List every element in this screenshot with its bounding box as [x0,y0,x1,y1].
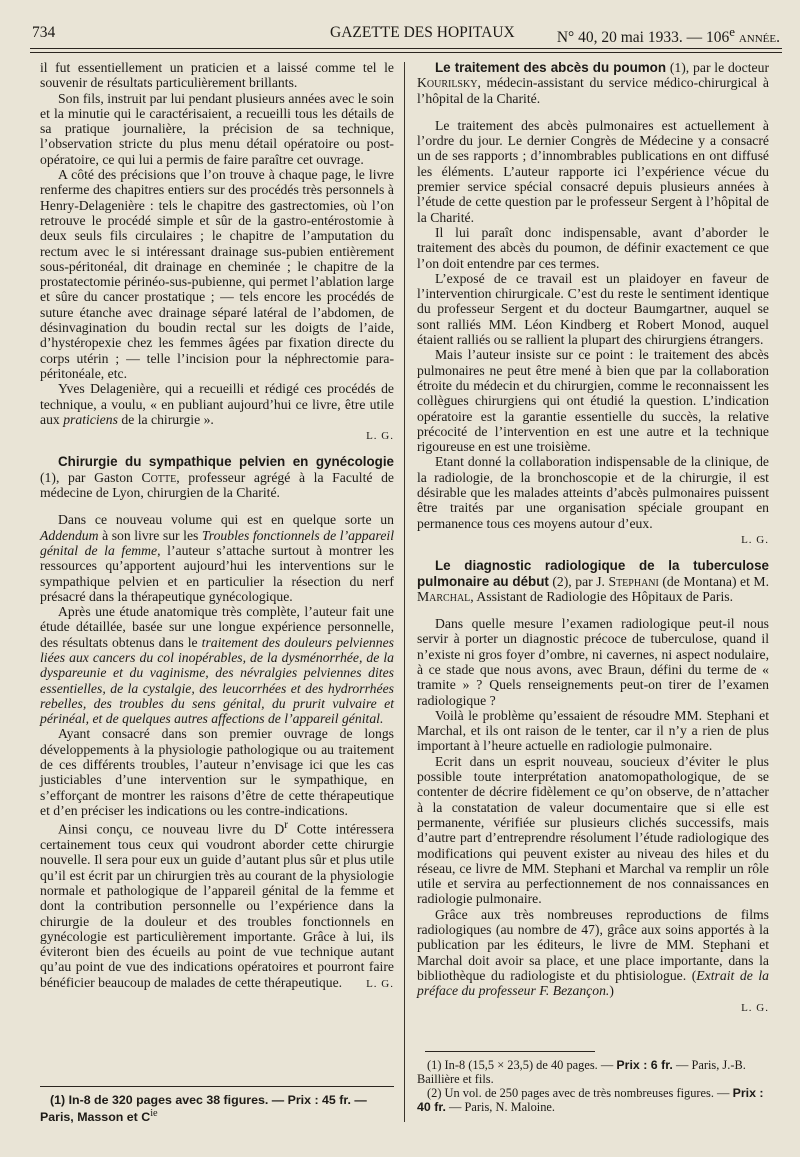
text-run: (de Montana) et M. [658,573,769,589]
footnote-publisher: — Paris, Masson et C [40,1093,367,1125]
paragraph [40,604,394,726]
issue-suffix: e [729,24,735,39]
text-run: Dans ce nouveau volume qui est en quelque sorte un [58,512,394,528]
column-divider [404,62,405,1122]
italic-run: Extrait de la préface du professeur F. Bezançon. [417,967,769,999]
footnote-text: (2) Un vol. de 250 pages avec de très nombreuses figures. — [427,1086,733,1100]
text-run: Yves Delagenière, qui a recueilli et rédigé ces procédés de technique, a voulu, « en publiant aujourd’hui ce livre, être utile aux [40,381,394,427]
footnote-text: (1) In-8 de 320 pages avec 38 figures. — [50,1093,288,1107]
superscript: ie [150,1108,158,1119]
italic-run: Troubles fonctionnels de l’appareil génital de la femme [40,527,394,558]
issue-text: N° 40, 20 mai 1933. — 106 [556,29,730,47]
paragraph [40,381,394,427]
signature: L. G. [741,533,769,546]
signature: L. G. [366,977,394,990]
footnote-price: Prix : 45 fr. [287,1093,351,1107]
left-column [40,60,394,992]
text-run: ) [609,983,614,999]
review-title: Chirurgie du sympathique pelvien en gynécologie [58,454,394,470]
paragraph: Ecrit dans un esprit nouveau, soucieux d’éviter le plus possible toute interprétation anatomopathologique, de se contenter de décrire fidèlement ce qu’on observe, de n’attacher à la constatation de valeur documentaire que si elle est permanente, vérifiée sur plusieurs clichés successifs, mais d’autre part d’entreprendre résolument l’étude radiologique des modifications qui peuvent exister au niveau des hiles et du réseau, ce livre de MM. Stephani et Marchal va remplir un rôle utile et servira au perfectionnement de nos connaissances en radiologie pulmonaire. [417,753,769,907]
text-run: de la chirurgie ». [117,411,214,427]
italic-run: traitement des douleurs pelviennes liées aux cancers du col inopérables, de la dysménorrhée, de la dyspareunie et du vaginisme, des névralgies pelviennes dites essentielles, de la cystalgie, des leucorrhées et des hydrorrhées rebelles, des troubles du sens génital, du prurit vulvaire et périnéal, et de quelques autres affections de l’appareil génital. [40,634,394,727]
review-heading [40,454,394,500]
text-run: Après une étude anatomique très complète, l’auteur fait une étude détaillée, basée sur une longue expérience personnelle, des résultats obtenus dans le [40,604,394,650]
review-author: Marchal [417,588,471,604]
header-rule-top [30,48,782,49]
review-author: Cotte [141,469,177,485]
signature: L. G. [366,430,394,443]
issue-tail: année. [734,29,780,47]
paragraph [40,818,394,990]
text-run: à son livre sur les [98,527,202,543]
header-rule-bottom [30,52,782,53]
paragraph: Le traitement des abcès pulmonaires est actuellement à l’ordre du jour. Le dernier Congrès de Médecine y a consacré un de ses rapports ; d’innombrables publications en ont diffusé les éléments. L’auteur rapporte ici l’expérience vécue du premier service spécial consacré depuis plusieurs années à l’étude de cette question par le professeur Sergent à l’hôpital de la Charité. [417,117,769,225]
page-header [30,20,782,50]
footnote-text: (1) In-8 (15,5 × 23,5) de 40 pages. — [427,1058,617,1072]
paragraph: Voilà le problème qu’essaient de résoudre MM. Stephani et Marchal, et ils ont raison de le tenter, car il n’y a rien de plus important à l’heure actuelle en radiologie pulmonaire. [417,707,769,754]
footnote-rule [40,1086,394,1087]
footnote-price: Prix : 40 fr. [417,1086,764,1114]
review-ref: (1), par Gaston [40,469,142,485]
footnote-rule [425,1051,595,1052]
review-title: Le traitement des abcès du poumon [435,60,667,75]
text-run: Cotte intéressera certainement tous ceux qui voudront aborder cette chirurgie nouvelle. Il sera pour eux un guide d’autant plus sûr et plus utile qu’il est écrit par un chirurgien très au courant de la physiologie normale et pathologique de l’appareil génital de la femme et dont la contribution personnelle ou l’expérience dans la chirurgie de la douleur et des troubles fonctionnels en gynécologie est particulièrement importante. Grâce à lui, ils éviteront bien des écueils au point de vue technique autant qu’au point de vue des indications opératoires et pourront faire bénéficier beaucoup de malades de cette thérapeutique. [40,821,394,990]
review-ref: (1), par le docteur [666,60,770,75]
footnote [417,1058,769,1086]
text-run: Ainsi conçu, ce nouveau livre du D [58,821,285,837]
paragraph: Etant donné la collaboration indispensable de la clinique, de la radiologie, de la bronchoscopie et de la chirurgie, il est désirable que les malades atteints d’abcès pulmonaires puissent être traités par une organisation spéciale groupant en permanence tous ces moyens autour d’eux. [417,454,769,531]
paragraph [417,907,769,999]
footnote [40,1093,394,1124]
paragraph: L’exposé de ce travail est un plaidoyer en faveur de l’intervention chirurgicale. C’est du reste le sentiment identique du professeur Sergent et du docteur Baumgartner, auquel se sont ralliés MM. Léon Kindberg et Robert Monod, auquel étaient ralliés ou se rallient la plupart des chirurgiens étrangers. [417,270,769,348]
right-footnotes [417,1045,769,1114]
paragraph [40,512,394,604]
journal-title: GAZETTE DES HOPITAUX [330,24,515,41]
text-run: Grâce aux très nombreuses reproductions de films radiologiques (au nombre de 47), grâce aux soins apportés à la publication par les éditeurs, le livre de MM. Stephani et Marchal doit avoir sa place, et une place importante, dans la bibliothèque du radiologiste et du phtisiologue. ( [417,906,769,983]
footnote [417,1086,769,1114]
paragraph: Il lui paraît donc indispensable, avant d’aborder le traitement des abcès du poumon, de définir exactement ce que l’on doit entendre par ces termes. [417,224,769,271]
left-footnotes [40,1080,394,1124]
right-column [417,60,769,1026]
signature: L. G. [741,1001,769,1014]
review-author: Kourilsky [417,75,478,91]
italic-run: praticiens [63,411,118,427]
review-ref: (2), par J. [548,573,609,589]
footnote-publisher: — Paris, J.-B. Baillière et fils. [417,1058,746,1086]
review-affiliation: , médecin-assistant du service médico-chirurgical à l’hôpital de la Charité. [417,75,769,106]
page-number: 734 [32,24,56,41]
review-author: Stephani [608,573,659,589]
italic-run: Addendum [40,527,99,543]
review-heading [417,558,769,604]
review-affiliation: , Assistant de Radiologie des Hôpitaux de Paris. [470,588,733,604]
issue-info [557,24,780,47]
footnote-publisher: — Paris, N. Maloine. [445,1100,556,1114]
paragraph: Son fils, instruit par lui pendant plusieurs années avec le soin et la minutie qui le caractérisaient, a recueilli tous les détails de sa pratique journalière, la précision de sa technique, l’observation stricte du plus menu détail opératoire ou post-opératoire, ce qui lui a permis de faire paraître cet ouvrage. [40,90,394,167]
paragraph: A côté des précisions que l’on trouve à chaque page, le livre renferme des chapitres entiers sur des procédés très personnels à Henry-Delagenière : tels le chapitre des gastrectomies, où l’on retrouve le procédé simple et sûr de la gastro-entérostomie à deux seuls fils circulaires ; le chapitre de l’amputation du rectum avec le si intéressant drainage sus-pubien entièrement sous-péritonéal, dit drainage en cheminée ; le chapitre de la prostatectomie périnéo-sus-pubienne, qui permet l’ablation large et sûre du cancer prostatique ; — tels encore les procédés de suture étanche avec drainage séparé latéral de l’abdomen, de désinvagination du boudin rectal sur les doigts de l’aide, d’hystéropexie chez les femmes âgées par fixation directe du corps utérin ; — telle l’incision pour la néphrectomie para-péritonéale, etc. [40,167,394,381]
review-title-tail: au début [489,573,549,589]
paragraph: Dans quelle mesure l’examen radiologique peut-il nous servir à porter un diagnostic précoce de tuberculose, quand il n’existe ni gros foyer d’ombre, ni cavernes, ni aspect nodulaire, à ce stade que nous avons, avec Braun, défini du terme de « tramite » ? Quels renseignements peut-on tirer de l’examen radiologique ? [417,616,769,708]
paragraph: il fut essentiellement un praticien et a laissé comme tel le souvenir de résultats particulièrement brillants. [40,60,394,91]
text-run: , l’auteur s’attache surtout à montrer les ressources qu’apportent aujourd’hui les interventions sur le sympathique pelvien et en particulier la résection du nerf présacré dans la thérapeutique gynécologique. [40,542,394,604]
footnote-price: Prix : 6 fr. [616,1058,673,1072]
review-heading [417,60,769,106]
review-title: Le diagnostic radiologique de la tuberculose pulmonaire [417,558,769,589]
paragraph: Mais l’auteur insiste sur ce point : le traitement des abcès pulmonaires ne peut être mené à bien que par la collaboration étroite du médecin et du chirurgien, comme le reconnaissent les collègues chirurgiens qui ont étudié la question. L’indication opératoire est la garantie essentielle du succès, la relative précocité de l’intervention en est une autre et la technique rigoureuse en est une troisième. [417,347,769,455]
review-affiliation: , professeur agrégé à la Faculté de médecine de Lyon, chirurgien de la Charité. [40,469,395,501]
superscript: r [284,819,289,832]
paragraph: Ayant consacré dans son premier ouvrage de longs développements à la physiologie pathologique ou au traitement de ces différents troubles, l’auteur n’envisage ici que les cas justiciables d’une intervention sur le sympathique, en s’efforçant de montrer les raisons d’être de cette thérapeutique et d’en préciser les indications ou les contre-indications. [40,726,394,818]
